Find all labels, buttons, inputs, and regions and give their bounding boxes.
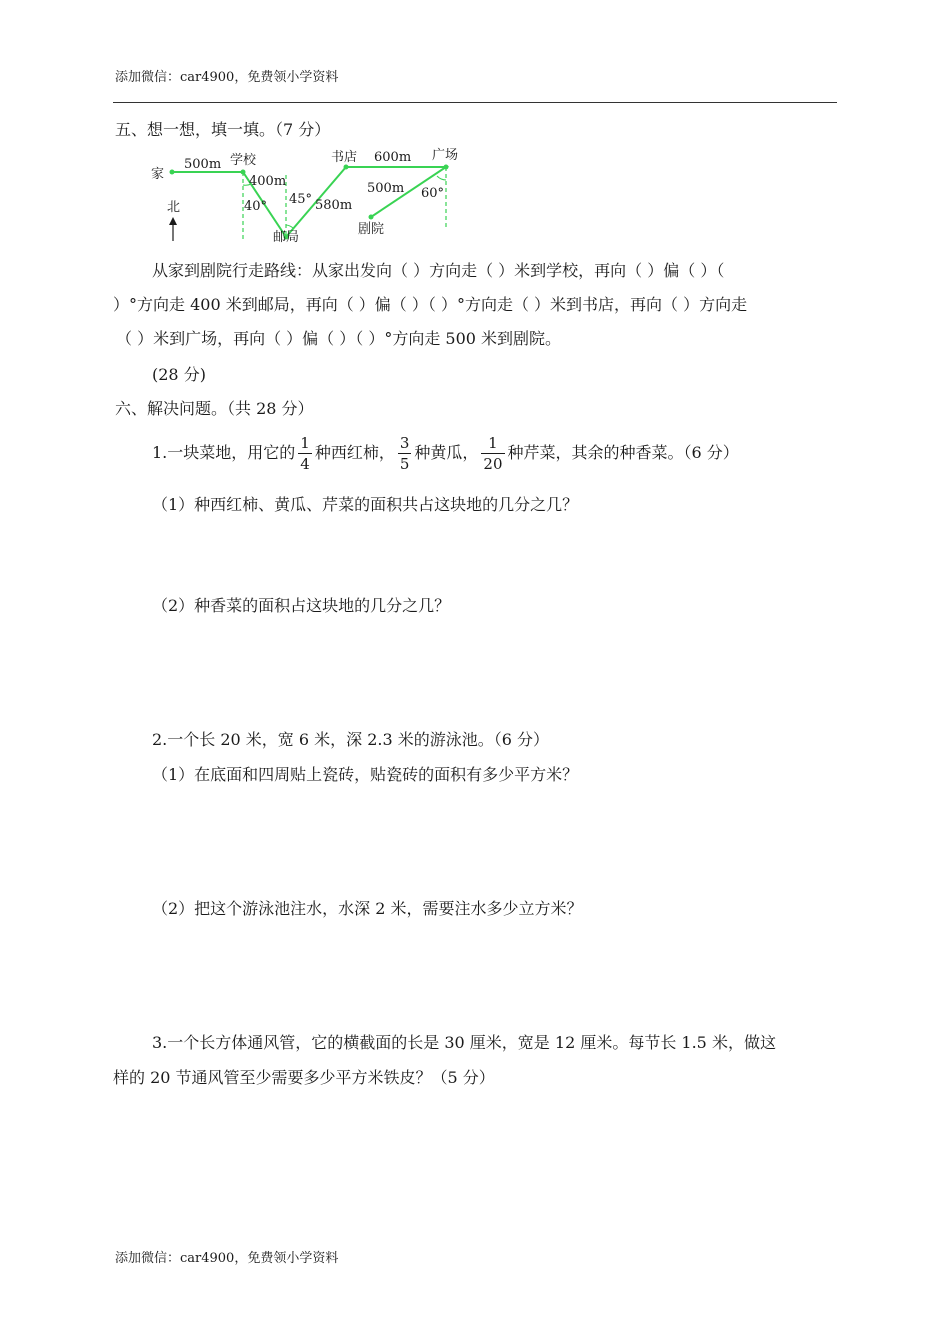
- angle-arc-square: [437, 176, 446, 180]
- label-post-office: 邮局: [273, 230, 300, 245]
- dist-square-theater: 500m: [367, 181, 405, 196]
- q1-subquestion-2: （2）种香菜的面积占这块地的几分之几？: [152, 596, 451, 615]
- point-bookstore: [344, 165, 349, 170]
- point-school: [241, 170, 246, 175]
- point-square: [444, 165, 449, 170]
- route-line-1: 从家到剧院行走路线：从家出发向（ ）方向走（ ）米到学校，再向（ ）偏（ ）（: [152, 261, 725, 280]
- q1-text-b: 种西红柿，: [314, 443, 395, 462]
- header-divider: [113, 102, 837, 103]
- label-home: 家: [151, 167, 165, 182]
- q1-text-c: 种黄瓜，: [414, 443, 479, 462]
- fraction-three-fifths: $\frac{3}{5}$: [399, 434, 410, 473]
- route-diagram: [140, 145, 480, 245]
- dist-home-school: 500m: [184, 157, 222, 172]
- question-2: 2.一个长 20 米，宽 6 米，深 2.3 米的游泳池。（6 分）: [152, 730, 550, 749]
- page-footer: 添加微信：car4900，免费领小学资料: [115, 1251, 339, 1266]
- label-bookstore: 书店: [331, 150, 358, 165]
- question-3-line-2: 样的 20 节通风管至少需要多少平方米铁皮？（5 分）: [113, 1068, 495, 1087]
- angle-square: 60°: [421, 186, 445, 201]
- fraction-one-twentieth: $\frac{1}{20}$: [483, 434, 503, 473]
- question-3-line-1: 3.一个长方体通风管，它的横截面的长是 30 厘米，宽是 12 厘米。每节长 1.5 米，做这: [152, 1033, 776, 1052]
- angle-arc-post: [286, 225, 293, 228]
- route-line-3: （ ）米到广场，再向（ ）偏（ ）（ ）°方向走 500 米到剧院。: [116, 329, 562, 348]
- angle-post: 45°: [289, 192, 313, 207]
- label-square: 广场: [432, 148, 459, 163]
- q1-text-a: 1.一块菜地，用它的: [152, 443, 296, 462]
- angle-school: 40°: [244, 199, 268, 214]
- q1-text-d: 种芹菜，其余的种香菜。（6 分）: [507, 443, 739, 462]
- point-theater: [369, 215, 374, 220]
- page-header: 添加微信：car4900，免费领小学资料: [115, 70, 339, 85]
- section6-title: 六、解决问题。（共 28 分）: [115, 399, 314, 418]
- fraction-one-quarter: $\frac{1}{4}$: [300, 434, 310, 473]
- route-line-2: ）°方向走 400 米到邮局，再向（ ）偏（ ）（ ）°方向走（ ）米到书店，再向（ ）方向走: [113, 295, 748, 314]
- label-theater: 剧院: [358, 222, 385, 237]
- question-1: [152, 430, 739, 476]
- dist-post-bookstore: 580m: [315, 198, 353, 213]
- dist-bookstore-square: 600m: [374, 150, 412, 165]
- label-school: 学校: [230, 153, 257, 168]
- score-note: (28 分): [152, 365, 206, 384]
- q2-subquestion-2: （2）把这个游泳池注水，水深 2 米，需要注水多少立方米？: [152, 899, 583, 918]
- q1-subquestion-1: （1）种西红柿、黄瓜、芹菜的面积共占这块地的几分之几？: [152, 495, 579, 514]
- q2-subquestion-1: （1）在底面和四周贴上瓷砖，贴瓷砖的面积有多少平方米？: [152, 765, 579, 784]
- point-home: [170, 170, 175, 175]
- section5-title: 五、想一想，填一填。（7 分）: [115, 120, 331, 139]
- dist-school-post: 400m: [249, 174, 287, 189]
- north-arrow-icon: [169, 217, 177, 241]
- label-north: 北: [167, 200, 181, 215]
